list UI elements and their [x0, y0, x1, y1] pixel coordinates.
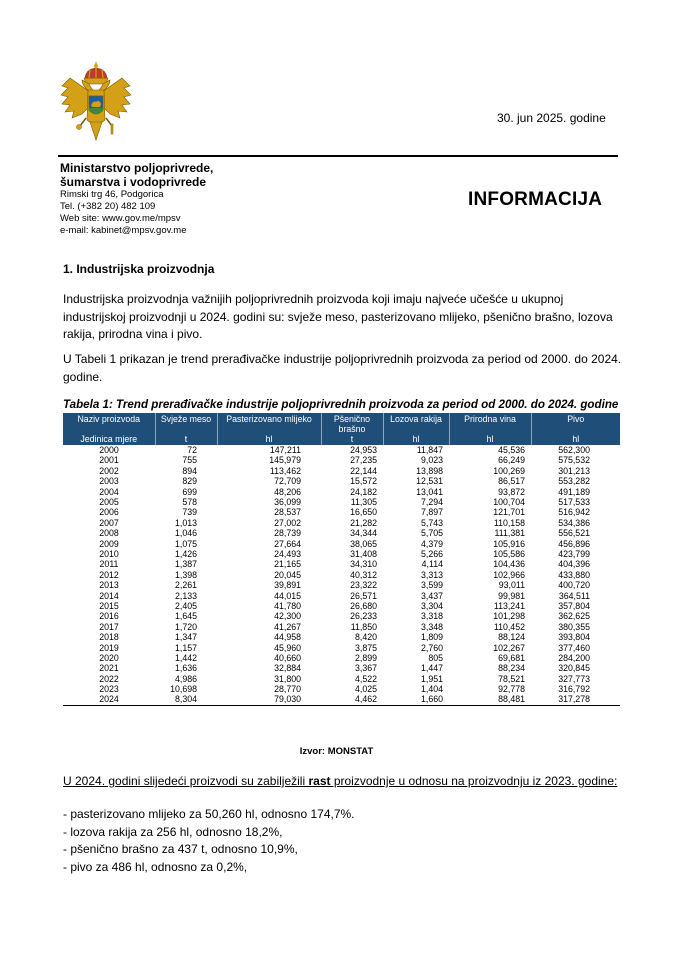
source-text: Izvor: MONSTAT [299, 746, 374, 757]
beer-cell: 320,845 [558, 663, 590, 674]
year-cell: 2010 [99, 549, 119, 559]
table-row [63, 497, 620, 507]
grape-brandy-cell: 1,447 [420, 663, 443, 674]
natural-wine-cell: 100,269 [493, 465, 525, 476]
wheat-flour-cell: 4,462 [354, 694, 377, 705]
pasteurized-milk-cell: 40,660 [274, 652, 301, 663]
year-cell: 2020 [99, 652, 119, 663]
fresh-meat-cell: 578 [182, 497, 197, 508]
table-row [63, 694, 620, 705]
fresh-meat-cell: 8,304 [174, 694, 197, 705]
fresh-meat-cell: 894 [182, 465, 197, 476]
grape-brandy-cell: 4,379 [420, 538, 443, 549]
natural-wine-cell: 102,267 [493, 642, 525, 653]
grape-brandy-cell: 13,041 [416, 486, 443, 497]
pasteurized-milk-cell: 28,770 [274, 684, 301, 695]
header-wheat-flour: Pšenično brašno [321, 413, 383, 434]
year-cell: 2013 [99, 580, 119, 591]
table-row [63, 580, 620, 590]
header-fresh-meat: Svježe meso [155, 413, 217, 434]
grape-brandy-cell: 4,114 [421, 559, 443, 570]
year-cell: 2001 [99, 455, 119, 466]
fresh-meat-cell: 1,157 [174, 642, 197, 653]
wheat-flour-cell: 3,367 [354, 663, 377, 674]
unit-fresh-meat: t [155, 434, 217, 445]
natural-wine-cell: 111,381 [494, 528, 525, 539]
table-row [63, 653, 620, 663]
fresh-meat-cell: 1,720 [174, 621, 197, 632]
fresh-meat-cell: 829 [182, 476, 197, 487]
unit-label: Jedinica mjere [63, 434, 155, 445]
pasteurized-milk-cell: 44,015 [274, 590, 301, 601]
grape-brandy-cell: 3,599 [420, 580, 443, 591]
beer-cell: 362,625 [558, 611, 590, 622]
beer-cell: 357,804 [558, 600, 590, 611]
beer-cell: 404,396 [558, 559, 590, 570]
year-cell: 2011 [99, 559, 119, 570]
fresh-meat-cell: 2,261 [174, 580, 197, 591]
header-grape-brandy: Lozova rakija [383, 413, 449, 434]
document-date: 30. jun 2025. godine [497, 111, 606, 125]
header-divider [58, 155, 618, 157]
beer-cell: 316,792 [558, 684, 590, 695]
fresh-meat-cell: 1,645 [174, 611, 197, 622]
list-item: - pivo za 486 hl, odnosno za 0,2%, [63, 859, 248, 874]
natural-wine-cell: 110,158 [493, 517, 525, 528]
fresh-meat-cell: 1,398 [174, 569, 197, 580]
grape-brandy-cell: 5,705 [420, 528, 443, 539]
ministry-phone: Tel. (+382 20) 482 109 [60, 201, 156, 212]
unit-wheat-flour: t [321, 434, 383, 445]
list-item: - lozova rakija za 256 hl, odnosno 18,2%, [63, 824, 283, 839]
grape-brandy-cell: 1,809 [420, 632, 443, 643]
pasteurized-milk-cell: 36,099 [274, 497, 301, 508]
natural-wine-cell: 110,452 [493, 621, 525, 632]
table-body [63, 445, 620, 705]
wheat-flour-cell: 22,144 [350, 465, 377, 476]
table-row [63, 466, 620, 476]
wheat-flour-cell: 4,522 [354, 673, 377, 684]
wheat-flour-cell: 3,875 [354, 642, 377, 653]
wheat-flour-cell: 24,953 [350, 445, 377, 456]
year-cell: 2008 [99, 528, 119, 539]
year-cell: 2017 [99, 621, 119, 632]
unit-grape-brandy: hl [383, 434, 449, 445]
table-row [63, 622, 620, 632]
pasteurized-milk-cell: 147,211 [269, 445, 301, 456]
lion-shield-icon [89, 96, 103, 114]
fresh-meat-cell: 1,387 [174, 559, 197, 570]
table-row [63, 455, 620, 465]
beer-cell: 575,532 [558, 455, 590, 466]
table-row [63, 611, 620, 621]
pasteurized-milk-cell: 20,045 [274, 569, 301, 580]
table-row [63, 476, 620, 486]
wheat-flour-cell: 40,312 [350, 569, 377, 580]
unit-pasteurized-milk: hl [217, 434, 321, 445]
wheat-flour-cell: 4,025 [354, 684, 377, 695]
grape-brandy-cell: 805 [428, 652, 443, 663]
table-row [63, 539, 620, 549]
natural-wine-cell: 45,536 [498, 445, 525, 456]
year-cell: 2018 [99, 632, 119, 643]
pasteurized-milk-cell: 21,165 [274, 559, 301, 570]
year-cell: 2019 [99, 642, 119, 653]
year-cell: 2015 [99, 600, 119, 611]
year-cell: 2007 [99, 517, 119, 528]
fresh-meat-cell: 4,986 [174, 673, 197, 684]
table-row [63, 507, 620, 517]
fresh-meat-cell: 1,347 [174, 632, 197, 643]
pasteurized-milk-cell: 28,537 [274, 507, 301, 518]
beer-cell: 284,200 [558, 652, 590, 663]
year-cell: 2009 [99, 538, 119, 549]
natural-wine-cell: 69,681 [498, 652, 525, 663]
natural-wine-cell: 92,778 [498, 684, 525, 695]
intro-paragraph: Industrijska proizvodnja važnijih poljoprivrednih proizvoda koji imaju najveće učešće u ukupnoj industrijskoj proizvodnji u 2024. godini su: svježe meso, pasterizovano mlijeko, pšenično brašno, lozova rakija, prirodna vina i pivo. [63, 292, 613, 342]
year-cell: 2005 [99, 497, 119, 508]
header-product-name: Naziv proizvoda [63, 413, 155, 434]
beer-cell: 400,720 [558, 580, 590, 591]
beer-cell: 393,804 [558, 632, 590, 643]
beer-cell: 517,533 [558, 497, 590, 508]
ministry-email[interactable]: e-mail: kabinet@mpsv.gov.me [60, 225, 187, 236]
grape-brandy-cell: 1,404 [420, 684, 443, 695]
ministry-name-line2: šumarstva i vodoprivrede [60, 175, 207, 189]
natural-wine-cell: 102,966 [493, 569, 525, 580]
fresh-meat-cell: 1,426 [174, 549, 197, 559]
table-row [63, 528, 620, 538]
grape-brandy-cell: 1,951 [420, 673, 443, 684]
year-cell: 2023 [99, 684, 119, 695]
beer-cell: 562,300 [558, 445, 590, 456]
table-row [63, 632, 620, 642]
fresh-meat-cell: 1,013 [174, 517, 197, 528]
natural-wine-cell: 121,701 [493, 507, 525, 518]
year-cell: 2016 [99, 611, 119, 622]
fresh-meat-cell: 755 [182, 455, 197, 466]
grape-brandy-cell: 12,531 [416, 476, 443, 487]
summary-emphasis: rast [308, 774, 331, 788]
table-row [63, 642, 620, 652]
wheat-flour-cell: 8,420 [354, 632, 377, 643]
natural-wine-cell: 66,249 [498, 455, 525, 466]
wheat-flour-cell: 26,233 [350, 611, 377, 622]
natural-wine-cell: 113,241 [493, 600, 525, 611]
beer-cell: 327,773 [558, 673, 590, 684]
year-cell: 2002 [99, 465, 119, 476]
fresh-meat-cell: 10,698 [170, 684, 197, 695]
wheat-flour-cell: 11,305 [350, 497, 377, 508]
beer-cell: 556,521 [558, 528, 590, 539]
growth-list [63, 806, 355, 876]
ministry-name-line1: Ministarstvo poljoprivrede, [60, 161, 214, 175]
unit-natural-wine: hl [449, 434, 531, 445]
pasteurized-milk-cell: 72,709 [274, 476, 301, 487]
grape-brandy-cell: 13,898 [416, 465, 443, 476]
grape-brandy-cell: 3,304 [420, 600, 443, 611]
natural-wine-cell: 104,436 [493, 559, 525, 570]
grape-brandy-cell: 5,266 [420, 549, 443, 559]
natural-wine-cell: 93,872 [498, 486, 525, 497]
natural-wine-cell: 93,011 [498, 580, 525, 591]
wheat-flour-cell: 34,344 [350, 528, 377, 539]
wheat-flour-cell: 2,899 [354, 652, 377, 663]
wheat-flour-cell: 24,182 [350, 486, 377, 497]
table-row [63, 674, 620, 684]
table-caption: Tabela 1: Trend prerađivačke industrije poljoprivrednih proizvoda za period od 2000. do 2024. godine [63, 398, 619, 411]
pasteurized-milk-cell: 48,206 [274, 486, 301, 497]
pasteurized-milk-cell: 41,267 [274, 621, 301, 632]
wheat-flour-cell: 27,235 [350, 455, 377, 466]
natural-wine-cell: 78,521 [498, 673, 525, 684]
year-cell: 2000 [99, 445, 119, 456]
pasteurized-milk-cell: 28,739 [274, 528, 301, 539]
natural-wine-cell: 105,916 [493, 538, 525, 549]
table-row [63, 549, 620, 559]
year-cell: 2024 [99, 694, 119, 705]
pasteurized-milk-cell: 39,891 [274, 580, 301, 591]
pasteurized-milk-cell: 79,030 [274, 694, 301, 705]
wheat-flour-cell: 26,680 [350, 600, 377, 611]
natural-wine-cell: 100,704 [493, 497, 525, 508]
grape-brandy-cell: 3,318 [420, 611, 443, 622]
wheat-flour-cell: 16,650 [350, 507, 377, 518]
crown-icon [84, 62, 108, 84]
fresh-meat-cell: 1,442 [174, 652, 197, 663]
beer-cell: 423,799 [558, 549, 590, 559]
unit-beer: hl [531, 434, 620, 445]
fresh-meat-cell: 72 [187, 445, 197, 456]
fresh-meat-cell: 2,405 [174, 600, 197, 611]
natural-wine-cell: 86,517 [498, 476, 525, 487]
list-item: - pasterizovano mlijeko za 50,260 hl, odnosno 174,7%. [63, 807, 355, 821]
wheat-flour-cell: 38,065 [350, 538, 377, 549]
fresh-meat-cell: 1,046 [174, 528, 197, 539]
beer-cell: 534,386 [558, 517, 590, 528]
table-row [63, 570, 620, 580]
table-row [63, 601, 620, 611]
wheat-flour-cell: 15,572 [350, 476, 377, 487]
list-item: - pšenično brašno za 437 t, odnosno 10,9%, [63, 842, 298, 856]
grape-brandy-cell: 3,348 [420, 621, 443, 632]
beer-cell: 380,355 [558, 621, 590, 632]
growth-summary [63, 774, 617, 788]
natural-wine-cell: 105,586 [493, 549, 525, 559]
wheat-flour-cell: 23,322 [350, 580, 377, 591]
header-beer: Pivo [531, 413, 620, 434]
table-row [63, 487, 620, 497]
beer-cell: 516,942 [558, 507, 590, 518]
fresh-meat-cell: 2,133 [174, 590, 197, 601]
document-title: INFORMACIJA [468, 189, 603, 210]
pasteurized-milk-cell: 42,300 [274, 611, 301, 622]
table-row [63, 684, 620, 694]
pasteurized-milk-cell: 24,493 [274, 549, 301, 559]
beer-cell: 456,896 [558, 538, 590, 549]
table-row [63, 590, 620, 600]
beer-cell: 301,213 [558, 465, 590, 476]
natural-wine-cell: 99,981 [498, 590, 525, 601]
wheat-flour-cell: 31,408 [350, 549, 377, 559]
grape-brandy-cell: 11,847 [416, 445, 443, 456]
ministry-website[interactable]: Web site: www.gov.me/mpsv [60, 213, 181, 224]
year-cell: 2004 [99, 486, 119, 497]
summary-text-after: proizvodnje u odnosu na proizvodnju iz 2023. godine: [330, 774, 618, 788]
pasteurized-milk-cell: 44,958 [274, 632, 301, 643]
pasteurized-milk-cell: 27,664 [274, 538, 301, 549]
grape-brandy-cell: 3,437 [420, 590, 443, 601]
beer-cell: 377,460 [558, 642, 590, 653]
year-cell: 2014 [99, 590, 119, 601]
beer-cell: 317,278 [558, 694, 590, 705]
beer-cell: 364,511 [558, 590, 590, 601]
table-row [63, 445, 620, 455]
grape-brandy-cell: 3,313 [420, 569, 443, 580]
wheat-flour-cell: 26,571 [350, 590, 377, 601]
wheat-flour-cell: 21,282 [350, 517, 377, 528]
ministry-address: Rimski trg 46, Podgorica [60, 189, 164, 200]
table-source [0, 746, 679, 757]
natural-wine-cell: 88,481 [498, 694, 525, 705]
fresh-meat-cell: 1,636 [174, 663, 197, 674]
table-intro-paragraph: U Tabeli 1 prikazan je trend prerađivačke industrije poljoprivrednih proizvoda za period od 2000. do 2024. godine. [63, 352, 622, 384]
wheat-flour-cell: 34,310 [350, 559, 377, 570]
grape-brandy-cell: 7,294 [420, 497, 443, 508]
year-cell: 2012 [99, 569, 119, 580]
natural-wine-cell: 88,124 [498, 632, 525, 643]
grape-brandy-cell: 2,760 [420, 642, 443, 653]
fresh-meat-cell: 1,075 [174, 538, 197, 549]
pasteurized-milk-cell: 41,780 [274, 600, 301, 611]
grape-brandy-cell: 1,660 [420, 694, 443, 705]
year-cell: 2006 [99, 507, 119, 518]
table-row [63, 518, 620, 528]
year-cell: 2022 [99, 673, 119, 684]
header-pasteurized-milk: Pasterizovano mlijeko [217, 413, 321, 434]
table-row [63, 559, 620, 569]
grape-brandy-cell: 9,023 [420, 455, 443, 466]
grape-brandy-cell: 7,897 [420, 507, 443, 518]
pasteurized-milk-cell: 32,884 [274, 663, 301, 674]
grape-brandy-cell: 5,743 [420, 517, 443, 528]
beer-cell: 553,282 [558, 476, 590, 487]
ministry-info [60, 161, 213, 237]
beer-cell: 433,880 [558, 569, 590, 580]
production-table [63, 413, 620, 706]
pasteurized-milk-cell: 145,979 [269, 455, 301, 466]
pasteurized-milk-cell: 113,462 [269, 465, 301, 476]
header-natural-wine: Prirodna vina [449, 413, 531, 434]
year-cell: 2021 [99, 663, 119, 674]
fresh-meat-cell: 699 [182, 486, 197, 497]
natural-wine-cell: 88,234 [498, 663, 525, 674]
pasteurized-milk-cell: 27,002 [274, 517, 301, 528]
section-heading: 1. Industrijska proizvodnja [63, 262, 215, 276]
pasteurized-milk-cell: 31,800 [274, 673, 301, 684]
table-row [63, 663, 620, 673]
fresh-meat-cell: 739 [182, 507, 197, 518]
natural-wine-cell: 101,298 [493, 611, 525, 622]
year-cell: 2003 [99, 476, 119, 487]
wheat-flour-cell: 11,850 [350, 621, 377, 632]
coat-of-arms-logo [60, 62, 132, 146]
pasteurized-milk-cell: 45,960 [274, 642, 301, 653]
beer-cell: 491,189 [558, 486, 590, 497]
summary-text-before: U 2024. godini slijedeći proizvodi su zabilježili [63, 774, 309, 788]
